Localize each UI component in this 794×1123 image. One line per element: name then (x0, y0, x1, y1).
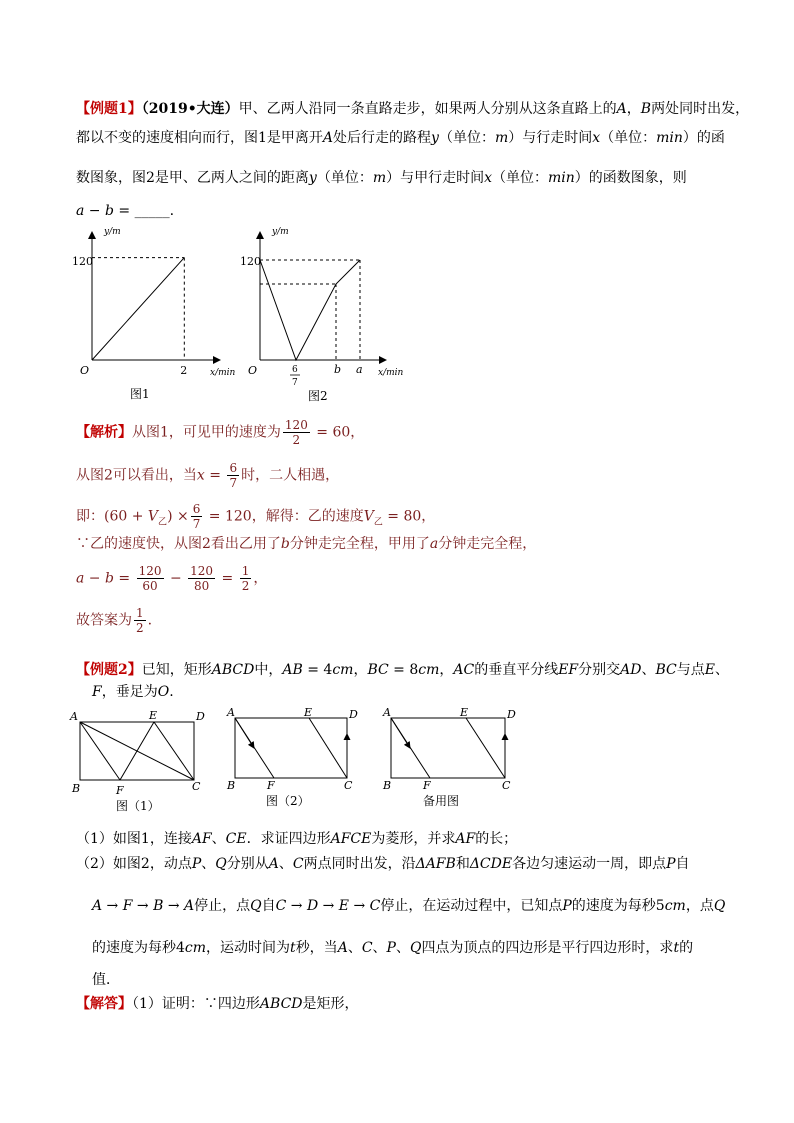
t: 分别从 (226, 856, 269, 872)
d: 60 (142, 579, 158, 593)
v: P (562, 898, 572, 914)
ex1-line2 (76, 128, 725, 148)
fig3-caption: 备用图 (423, 794, 460, 808)
fig3-label-B: B (383, 779, 392, 792)
ex1-var-B: B (640, 101, 652, 117)
v: t (673, 940, 680, 956)
fig3-label-E: E (460, 706, 469, 719)
v: b (105, 203, 114, 219)
ans-tag: 【解答】 (76, 996, 132, 1012)
sol1-line5 (76, 564, 267, 593)
t: − (84, 570, 105, 587)
t: 值． (92, 972, 120, 988)
t: ）的函数图象，则 (574, 170, 687, 186)
t: 分别交 (578, 662, 621, 678)
t: 、 (714, 662, 729, 678)
v: AD (620, 662, 642, 678)
ex2-line2 (92, 682, 174, 702)
d: 80 (193, 579, 210, 593)
t: （单位： (600, 130, 657, 146)
t: − (84, 203, 105, 219)
ex1-text1b: 两处同时出发， (651, 101, 750, 117)
v: EF (558, 662, 579, 678)
v: Q (250, 898, 262, 914)
graph1-ytick: 120 (72, 255, 93, 268)
v: ΔAFB (415, 856, 456, 872)
fig2-label-F: F (267, 779, 275, 792)
t: 停止，在运动过程中，已知点 (380, 898, 563, 914)
graph2-xtick-num: 6 (292, 365, 298, 375)
fig1-caption: 图（1） (116, 799, 160, 813)
d: 7 (229, 476, 238, 490)
v: A (322, 130, 334, 146)
d: 7 (192, 517, 201, 531)
v: cm (184, 940, 207, 956)
v: y (308, 170, 317, 186)
t: ， (253, 570, 268, 587)
q2-line4 (92, 970, 120, 990)
graph2 (238, 222, 410, 402)
v: a (76, 203, 85, 219)
figure-2 (226, 706, 358, 808)
ex1-line4 (76, 201, 174, 221)
v: C → D → E → C (275, 898, 381, 914)
n: 1 (241, 564, 250, 578)
sub: 乙 (373, 517, 383, 528)
v: C (361, 940, 373, 956)
frac (191, 502, 203, 531)
t: = 120，解得：乙的速度 (204, 508, 364, 525)
t: 的速度为每秒5 (571, 898, 665, 914)
sol1-line3 (76, 502, 435, 532)
v: V (147, 508, 159, 525)
sol1-line2 (76, 461, 339, 490)
graph1-ylabel: y/m (104, 227, 121, 237)
fig1-label-F: F (116, 784, 124, 797)
t: = 80， (382, 508, 436, 525)
v: x (592, 130, 601, 146)
frac (134, 606, 146, 635)
fig1-label-A: A (70, 710, 78, 723)
frac (137, 564, 164, 593)
v: E (704, 662, 715, 678)
q2-line3 (92, 938, 693, 958)
t: 已知，矩形 (141, 662, 212, 678)
n: 120 (190, 564, 214, 578)
t: 数图象，图2是甲、乙两人之间的距离 (76, 170, 309, 186)
graph2-xlabel: x/min (378, 368, 404, 378)
v: P (191, 856, 202, 872)
t: = (113, 203, 135, 219)
ex1-line3 (76, 168, 687, 188)
t: （2）如图2，动点 (76, 856, 192, 872)
d: 2 (292, 433, 301, 447)
fig2-label-C: C (344, 779, 353, 792)
ex1-line1 (76, 99, 749, 119)
v: A (268, 856, 279, 872)
t: 的速度为每秒4 (92, 940, 185, 956)
fig2-label-B: B (227, 779, 236, 792)
v: P (666, 856, 676, 872)
n: 6 (229, 461, 238, 475)
fig1-label-E: E (149, 709, 158, 722)
t: 秒，当 (295, 940, 338, 956)
t: ，点 (685, 898, 714, 914)
t: 两点同时出发，沿 (303, 856, 416, 872)
rect-figures (68, 704, 538, 816)
t: 停止，点 (194, 898, 251, 914)
graph2-ytick: 120 (240, 255, 261, 268)
graph2-polyline (260, 260, 360, 360)
t: 中， (254, 662, 283, 678)
n: 120 (138, 564, 162, 578)
frac (240, 564, 252, 593)
ex1-text1: 甲、乙两人沿同一条直路走步，如果两人分别从这条直路上的 (238, 101, 617, 117)
t: 自 (261, 898, 276, 914)
t: 的 (679, 940, 694, 956)
t: 分钟走完全程，甲用了 (289, 536, 430, 552)
v: min (656, 130, 683, 146)
t: ∵乙的速度快，从图2看出乙用了 (76, 536, 281, 552)
blank: _____ (134, 203, 170, 219)
sol1-line4 (76, 534, 536, 554)
fig2-caption: 图（2） (266, 794, 310, 808)
graph1-xlabel: x/min (210, 368, 235, 378)
frac (227, 461, 239, 490)
v: y (431, 130, 439, 146)
graph2-ylabel: y/m (272, 227, 289, 237)
t: 即：(60 + (76, 508, 148, 525)
fig1-label-B: B (72, 782, 81, 795)
v: V (363, 508, 374, 525)
t: 四点为顶点的四边形是平行四边形时，求 (421, 940, 674, 956)
t: 从图1，可见甲的速度为 (132, 424, 281, 441)
ans-line (76, 994, 359, 1014)
graph1 (70, 222, 235, 402)
graph1-origin: O (80, 364, 90, 377)
ex1-source: （2019•大连） (141, 101, 239, 117)
ex1-tag: 【例题1】 (76, 101, 142, 117)
v: BC (367, 662, 389, 678)
t: 自 (675, 856, 690, 872)
t: 、 (395, 940, 410, 956)
t: ，垂足为 (101, 684, 158, 700)
t: = (204, 467, 226, 484)
ex1-var-A: A (616, 101, 627, 117)
t: 从图2可以看出，当 (76, 467, 197, 484)
fig3-label-F: F (423, 779, 431, 792)
v: ΔCDE (469, 856, 513, 872)
q2-line2 (92, 896, 725, 916)
v: F (92, 684, 102, 700)
graph2-caption: 图2 (308, 389, 328, 402)
v: Q (713, 898, 726, 914)
v: AFCE (330, 831, 372, 847)
v: A (337, 940, 348, 956)
figure-backup (382, 706, 516, 808)
fig1-label-C: C (192, 780, 201, 793)
ex1-sep: ， (626, 101, 641, 117)
fig3-label-A: A (383, 706, 391, 719)
v: cm (332, 662, 354, 678)
graph1-xtick: 2 (180, 364, 188, 377)
graph2-xtick-a: a (356, 363, 363, 376)
v: x (484, 170, 493, 186)
t: 、 (641, 662, 656, 678)
graph1-line (92, 258, 184, 360)
t: ）与甲行走时间 (386, 170, 485, 186)
v: Q (409, 940, 422, 956)
v: P (386, 940, 396, 956)
t: ）的函 (682, 130, 725, 146)
n: 1 (136, 606, 144, 620)
v: a (429, 536, 439, 552)
v: m (494, 130, 509, 146)
q2-line1 (76, 854, 690, 874)
v: AB (282, 662, 303, 678)
t: 、 (347, 940, 362, 956)
t: （单位： (438, 130, 495, 146)
d: 2 (136, 621, 144, 635)
figure-1 (69, 709, 205, 813)
v: AF (191, 831, 212, 847)
n: 6 (192, 502, 201, 516)
t: = (113, 570, 135, 587)
fig2-label-D: D (349, 708, 358, 721)
fig2-label-A: A (227, 706, 235, 719)
frac (188, 564, 215, 593)
t: . (169, 203, 175, 219)
t: ，运动时间为 (206, 940, 291, 956)
frac (283, 418, 310, 447)
fig2-label-E: E (304, 706, 313, 719)
t: 、 (278, 856, 293, 872)
t: 为菱形，并求 (371, 831, 456, 847)
v: C (292, 856, 304, 872)
graph2-origin: O (248, 364, 258, 377)
fig3-label-D: D (507, 708, 516, 721)
v: BC (655, 662, 677, 678)
t: 的长； (475, 831, 518, 847)
sol1-line6 (76, 606, 152, 635)
v: AF (455, 831, 476, 847)
t: . (169, 684, 174, 700)
t: （1）如图1，连接 (76, 831, 192, 847)
v: min (548, 170, 575, 186)
t: ．求证四边形 (246, 831, 331, 847)
n: 120 (284, 418, 308, 432)
t: 和 (455, 856, 470, 872)
t: . (147, 612, 153, 629)
t: = 60， (311, 424, 365, 441)
v: O (157, 684, 170, 700)
v: AC (453, 662, 475, 678)
t: 故答案为 (76, 612, 132, 629)
v: ABCD (211, 662, 255, 678)
t: − (165, 570, 187, 587)
t: （单位： (492, 170, 549, 186)
t: ， (439, 662, 454, 678)
t: ， (353, 662, 368, 678)
t: 分钟走完全程， (438, 536, 537, 552)
v: b (280, 536, 290, 552)
t: 、 (372, 940, 387, 956)
sub: 乙 (158, 517, 168, 528)
t: 各边匀速运动一周，即点 (512, 856, 667, 872)
ex2-tag: 【例题2】 (76, 662, 142, 678)
t: 都以不变的速度相向而行，图1是甲离开 (76, 130, 323, 146)
v: t (290, 940, 296, 956)
v: m (372, 170, 387, 186)
t: = 8 (388, 662, 419, 678)
t: = (217, 570, 238, 587)
graph2-xtick-b: b (334, 363, 342, 376)
t: 与点 (676, 662, 705, 678)
sol1-tag: 【解析】 (76, 424, 132, 441)
t: 、 (211, 831, 226, 847)
graph1-caption: 图1 (130, 387, 150, 401)
graph2-xtick-den: 7 (292, 378, 298, 388)
v: x (196, 467, 205, 484)
t: ) × (167, 508, 189, 525)
fig3-label-C: C (502, 779, 511, 792)
v: CE (225, 831, 247, 847)
t: 的垂直平分线 (474, 662, 559, 678)
t: 是矩形， (302, 996, 359, 1012)
fig1-label-D: D (196, 710, 205, 723)
v: b (105, 570, 114, 587)
t: ）与行走时间 (508, 130, 593, 146)
t: 、 (201, 856, 216, 872)
q1-line (76, 829, 517, 849)
t: （1）证明：∵四边形 (132, 996, 260, 1012)
ex2-line1 (76, 660, 729, 680)
t: （单位： (316, 170, 373, 186)
v: Q (215, 856, 227, 872)
d: 2 (241, 579, 250, 593)
t: 时，二人相遇， (241, 467, 340, 484)
t: 处后行走的路程 (333, 130, 432, 146)
v: cm (418, 662, 440, 678)
v: ABCD (259, 996, 303, 1012)
v: A → F → B → A (92, 898, 195, 914)
v: cm (664, 898, 686, 914)
t: = 4 (302, 662, 333, 678)
v: a (76, 570, 85, 587)
sol1-line1 (76, 418, 364, 447)
